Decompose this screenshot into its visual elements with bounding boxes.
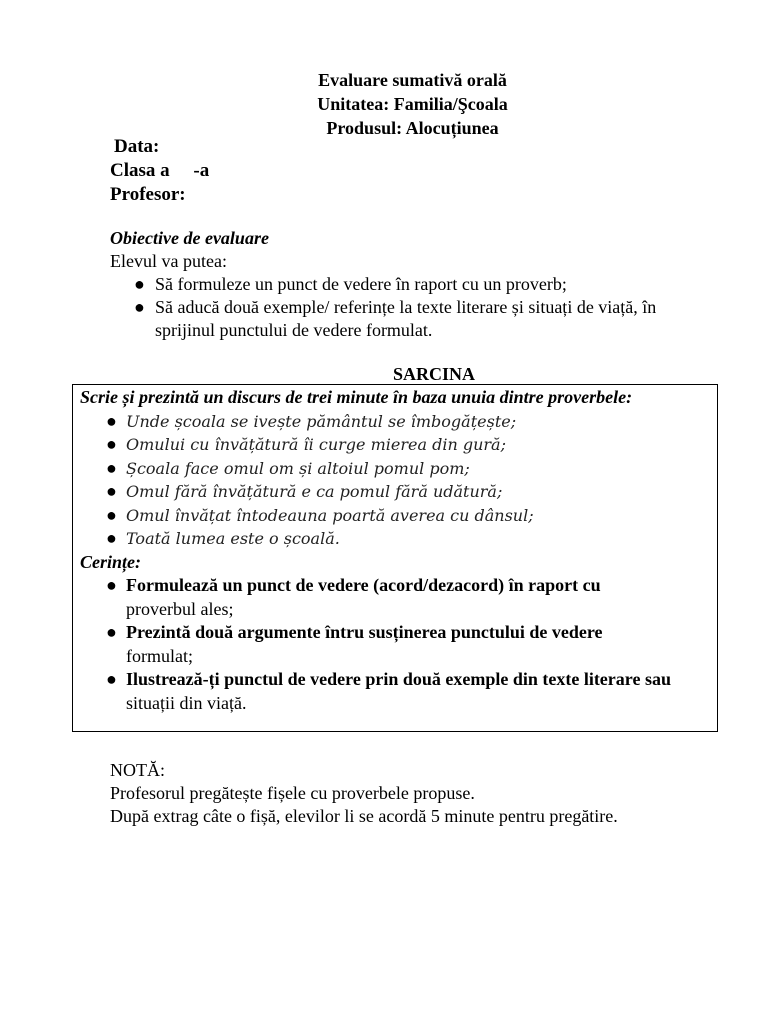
task-intro: Scrie și prezintă un discurs de trei minute în baza unuia dintre proverbele: bbox=[80, 387, 633, 407]
bullet-icon: ● bbox=[106, 575, 117, 595]
objective-text: Să aducă două exemple/ referințe la texte literare și situați de viață, în sprijinul punctului de vedere formulat. bbox=[155, 297, 657, 340]
note-title: NOTĂ: bbox=[110, 760, 165, 780]
objective-item bbox=[110, 296, 720, 342]
header-title: Evaluare sumativă orală bbox=[318, 70, 507, 90]
objectives-list bbox=[110, 273, 720, 342]
bullet-icon: ● bbox=[106, 528, 117, 548]
proverb-text: Omul învățat întodeauna poartă averea cu dânsul; bbox=[126, 505, 534, 525]
proverb-item bbox=[80, 504, 711, 528]
objectives-title: Obiective de evaluare bbox=[110, 228, 269, 248]
requirement-item bbox=[80, 574, 711, 621]
requirements-list bbox=[80, 574, 711, 715]
requirement-item bbox=[80, 668, 711, 715]
note-section bbox=[110, 759, 710, 828]
objectives-intro: Elevul va putea: bbox=[110, 251, 227, 271]
bullet-icon: ● bbox=[106, 504, 117, 525]
objectives-section bbox=[110, 227, 720, 342]
bullet-icon: ● bbox=[106, 481, 117, 501]
proverb-text: Școala face omul om și altoiul pomul pom; bbox=[126, 458, 470, 478]
header-unit: Unitatea: Familia/Şcoala bbox=[317, 94, 508, 114]
proverbs-list bbox=[80, 410, 711, 551]
task-title-text: SARCINA bbox=[392, 364, 475, 384]
bullet-icon: ● bbox=[106, 669, 117, 689]
task-box bbox=[72, 384, 718, 732]
objective-item bbox=[110, 273, 720, 296]
proverb-item bbox=[80, 410, 711, 434]
bullet-icon: ● bbox=[106, 457, 117, 478]
requirements-title: Cerințe: bbox=[80, 551, 141, 572]
proverb-text: Omului cu învățătură îi curge mierea din gură; bbox=[126, 435, 506, 454]
requirement-text-continued: situații din viață. bbox=[126, 692, 247, 713]
bullet-icon: ● bbox=[106, 622, 117, 642]
date-label: Data: bbox=[114, 136, 160, 157]
requirement-text: Formulează un punct de vedere (acord/dezacord) în raport cu bbox=[126, 575, 601, 595]
task-title bbox=[0, 363, 768, 385]
proverb-item bbox=[80, 480, 711, 504]
proverb-item bbox=[80, 433, 711, 457]
objective-text: Să formuleze un punct de vedere în raport cu un proverb; bbox=[155, 274, 567, 294]
requirement-text-continued: formulat; bbox=[126, 645, 193, 666]
teacher-label: Profesor: bbox=[110, 184, 186, 205]
note-line: După extrag câte o fișă, elevilor li se acordă 5 minute pentru pregătire. bbox=[110, 806, 618, 826]
bullet-icon: ● bbox=[106, 434, 117, 454]
bullet-icon: ● bbox=[134, 274, 145, 294]
requirement-item bbox=[80, 621, 711, 668]
proverb-item bbox=[80, 527, 711, 551]
header-product: Produsul: Alocuțiunea bbox=[326, 118, 499, 138]
proverb-item bbox=[80, 457, 711, 481]
bullet-icon: ● bbox=[106, 410, 117, 431]
requirement-text: Prezintă două argumente întru susținerea punctului de vedere bbox=[126, 622, 603, 642]
document-header bbox=[0, 68, 768, 140]
note-line: Profesorul pregătește fișele cu proverbele propuse. bbox=[110, 783, 475, 803]
proverb-text: Omul fără învățătură e ca pomul fără udătură; bbox=[126, 482, 503, 501]
class-label: Clasa a -a bbox=[110, 160, 210, 181]
proverb-text: Toată lumea este o școală. bbox=[126, 529, 340, 548]
meta-block bbox=[110, 135, 209, 207]
requirement-text: Ilustrează-ți punctul de vedere prin două exemple din texte literare sau bbox=[126, 669, 671, 689]
bullet-icon: ● bbox=[134, 297, 145, 317]
proverb-text: Unde școala se ivește pământul se îmbogățește; bbox=[126, 411, 517, 431]
requirement-text-continued: proverbul ales; bbox=[126, 598, 234, 619]
